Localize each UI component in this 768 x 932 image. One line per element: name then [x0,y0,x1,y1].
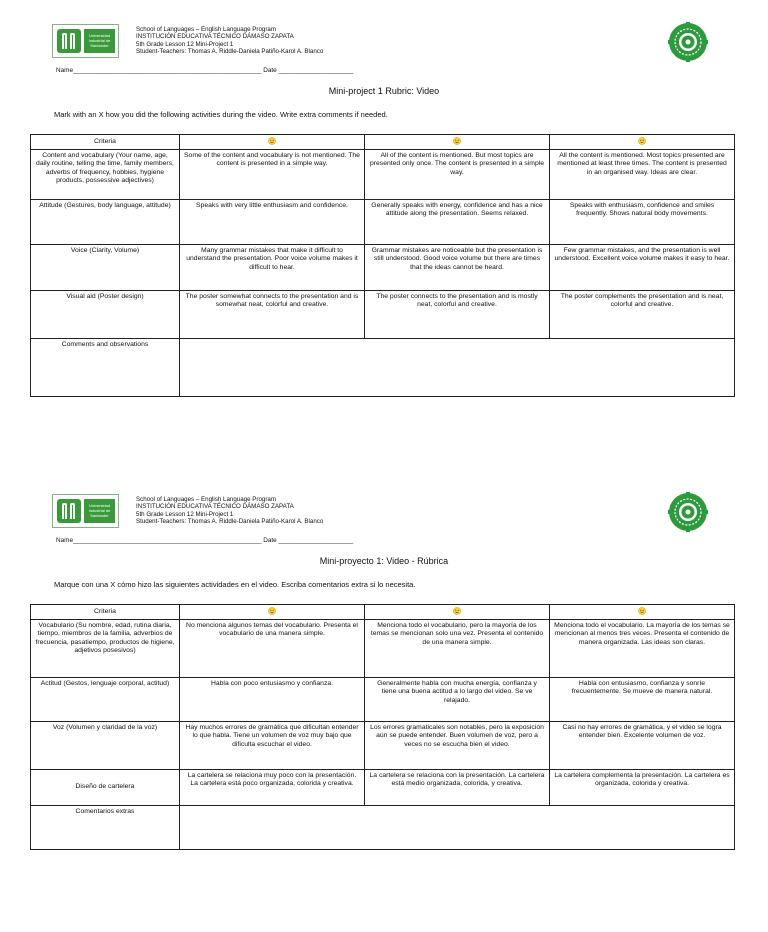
rubric-header-row [31,135,735,150]
rubric-cell[interactable]: Generalmente habla con mucha energía, confianza y tiene una buena actitud a lo largo del video. Se ve relajado. [365,678,550,722]
rubric-cell[interactable]: La cartelera se relaciona con la presentación. La cartelera está medio organizada, colorida, y creativa. [365,770,550,806]
rubric-cell[interactable]: Menciona todo el vocabulario, pero la mayoría de los temas se mencionan solo una vez. Presenta el contenido de una manera simple. [365,620,550,678]
criteria-cell: Visual aid (Poster design) [31,291,180,339]
school-line: 5th Grade Lesson 12 Mini-Project 1 [136,510,234,518]
university-logo-text: Universidad Industrial de Santander [84,499,115,523]
table-row [31,150,735,200]
comments-field[interactable] [180,806,735,850]
comments-label: Comentarios extras [31,806,180,850]
date-label: Date [263,537,277,544]
level-low-header [180,135,365,150]
criteria-cell: Actitud (Gestos, lenguaje corporal, actitud) [31,678,180,722]
table-row [31,200,735,245]
name-date-line[interactable] [56,537,353,544]
rubric-cell[interactable]: Habla con entusiasmo, confianza y sonríe frecuentemente. Se mueve de manera natural. [550,678,735,722]
sad-face-icon [268,607,276,615]
comments-row [31,339,735,397]
rubric-cell[interactable]: Speaks with enthusiasm, confidence and smiles frequently. Shows natural body movements. [550,200,735,245]
rubric-cell[interactable]: All the content is mentioned. Most topics presented are mentioned at least three times. The content is presented in an organised way. Ideas are clear. [550,150,735,200]
university-logo-icon [57,499,81,523]
school-line: School of Languages – English Language Program [136,496,277,503]
rubric-cell[interactable]: Casi no hay errores de gramática, y el video se logra entender bien. Excelente volumen de voz. [550,722,735,770]
university-logo-icon [57,29,81,53]
rubric-cell[interactable]: The poster connects to the presentation and is mostly neat, colorful and creative. [365,291,550,339]
rubric-cell[interactable]: Generally speaks with energy, confidence and has a nice attitude along the presentation. Seems relaxed. [365,200,550,245]
level-high-header [550,605,735,620]
table-row [31,678,735,722]
rubric-cell[interactable]: The poster complements the presentation and is neat, colorful and creative. [550,291,735,339]
document-header [52,492,732,532]
criteria-header: Criteria [31,135,180,150]
rubric-cell[interactable]: La cartelera se relaciona muy poco con la presentación. La cartelera está poco organizada, colorida y creativa. [180,770,365,806]
date-field-underline[interactable]: _____________________ [278,537,354,544]
criteria-cell: Content and vocabulary (Your name, age, daily routine, telling the time, family members, adverbs of frequency, hobbies, hygiene products, possessive adjectives) [31,150,180,200]
school-line: 5th Grade Lesson 12 Mini-Project 1 [136,40,234,48]
document-header [52,22,732,62]
happy-face-icon [638,607,646,615]
criteria-cell: Diseño de cartelera [31,770,180,806]
school-line: INSTITUCIÓN EDUCATIVA TÉCNICO DÁMASO ZAPATA [136,33,294,41]
rubric-cell[interactable]: The poster somewhat connects to the presentation and is somewhat neat, colorful and creative. [180,291,365,339]
rubric-table [30,134,735,397]
rubric-cell[interactable]: La cartelera complementa la presentación. La cartelera es organizada, colorida y creativa. [550,770,735,806]
school-line: School of Languages – English Language Program [136,26,277,33]
table-row [31,620,735,678]
gear-seal-icon [668,22,708,62]
school-line: Student-Teachers: Thomas A. Riddle-Daniela Patiño-Karol A. Blanco [136,518,324,526]
table-row [31,770,735,806]
neutral-face-icon [453,607,461,615]
rubric-table [30,604,735,850]
level-low-header [180,605,365,620]
criteria-cell: Voz (Volumen y claridad de la voz) [31,722,180,770]
criteria-cell: Voice (Clarity, Volume) [31,245,180,291]
school-info [136,26,323,56]
name-field-underline[interactable]: _____________________________________________________ [73,67,262,74]
rubric-cell[interactable]: Some of the content and vocabulary is not mentioned. The content is presented in a simple way. [180,150,365,200]
criteria-cell: Vocabulario (Su nombre, edad, rutina diaria, tiempo, miembros de la familia, adverbios de frecuencia, pasatiempo, productos de higiene, adjetivos posesivos) [31,620,180,678]
rubric-cell[interactable]: Speaks with very little enthusiasm and confidence. [180,200,365,245]
rubric-cell[interactable]: Hay muchos errores de gramática que dificultan entender lo que habla. Tiene un volumen de voz muy bajo que dificulta escuchar el video. [180,722,365,770]
table-row [31,245,735,291]
university-logo [52,494,119,528]
university-logo [52,24,119,58]
rubric-title: Mini-project 1 Rubric: Video [328,86,440,96]
happy-face-icon [638,137,646,145]
gear-seal-icon [668,492,708,532]
school-line: INSTITUCIÓN EDUCATIVA TÉCNICO DÁMASO ZAPATA [136,503,294,511]
rubric-cell[interactable]: Menciona todo el vocabulario. La mayoría de los temas se mencionan al menos tres veces. Presenta el contenido de manera organizada. Las ideas son claras. [550,620,735,678]
rubric-cell[interactable]: Habla con poco entusiasmo y confianza. [180,678,365,722]
rubric-cell[interactable]: Many grammar mistakes that make it difficult to understand the presentation. Poor voice volume makes it difficult to hear. [180,245,365,291]
comments-row [31,806,735,850]
name-date-line[interactable] [56,67,353,74]
neutral-face-icon [453,137,461,145]
criteria-header: Criteria [31,605,180,620]
rubric-instructions: Mark with an X how you did the following activities during the video. Write extra comments if needed. [54,110,388,119]
date-label: Date [263,67,277,74]
criteria-cell: Attitude (Gestures, body language, attitude) [31,200,180,245]
name-label: Name [56,537,74,544]
school-line: Student-Teachers: Thomas A. Riddle-Daniela Patiño-Karol A. Blanco [136,48,324,56]
date-field-underline[interactable]: _____________________ [278,67,354,74]
university-logo-text: Universidad Industrial de Santander [84,29,115,53]
rubric-cell[interactable]: Los errores gramaticales son notables, pero la exposición aún se puede entender. Buen volumen de voz, pero a veces no se escucha bien el video. [365,722,550,770]
comments-field[interactable] [180,339,735,397]
rubric-header-row [31,605,735,620]
level-mid-header [365,605,550,620]
name-field-underline[interactable]: _____________________________________________________ [73,537,262,544]
rubric-instructions: Marque con una X cómo hizo las siguientes actividades en el video. Escriba comentarios extra si lo necesita. [54,580,416,589]
name-label: Name [56,67,74,74]
school-info [136,496,323,526]
rubric-cell[interactable]: Grammar mistakes are noticeable but the presentation is still understood. Good voice volume but there are times that the ideas cannot be heard. [365,245,550,291]
rubric-cell[interactable]: All of the content is mentioned. But most topics are presented only once. The content is presented in a simple way. [365,150,550,200]
table-row [31,291,735,339]
rubric-title: Mini-proyecto 1: Video - Rúbrica [319,556,449,566]
comments-label: Comments and observations [31,339,180,397]
sad-face-icon [268,137,276,145]
level-high-header [550,135,735,150]
level-mid-header [365,135,550,150]
table-row [31,722,735,770]
rubric-cell[interactable]: Few grammar mistakes, and the presentation is well understood. Excellent voice volume makes it easy to hear. [550,245,735,291]
rubric-cell[interactable]: No menciona algunos temas del vocabulario. Presenta el vocabulario de una manera simple. [180,620,365,678]
